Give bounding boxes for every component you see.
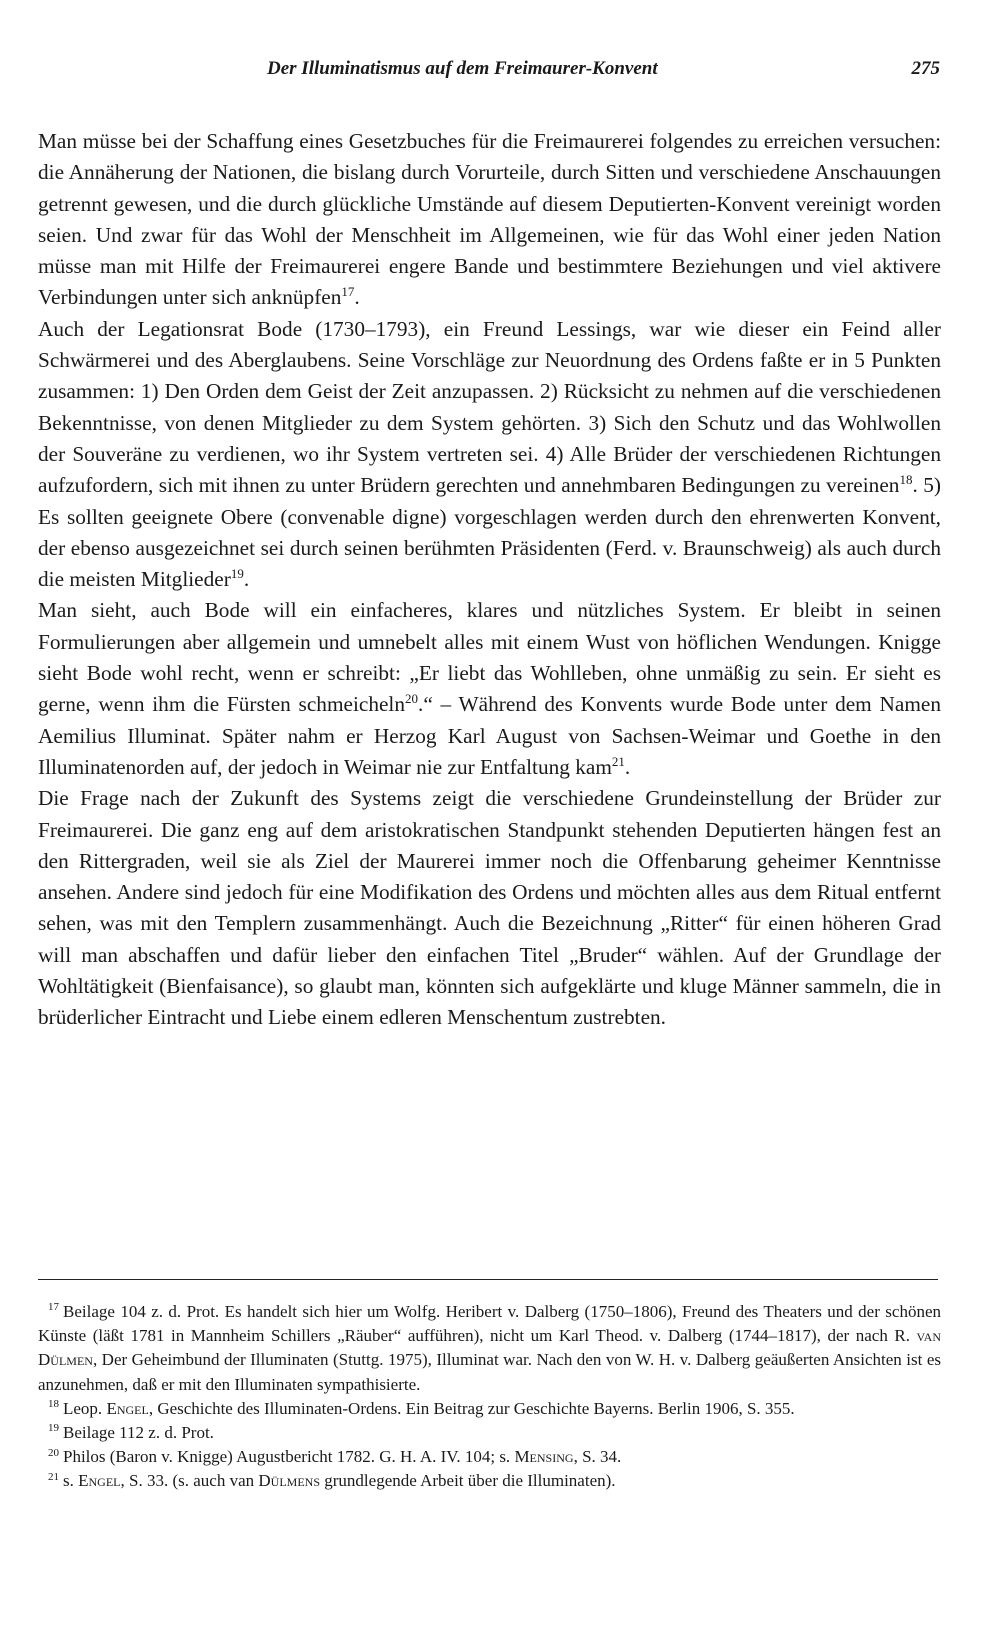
paragraph-text: Man sieht, auch Bode will ein einfacheres, klares und nützliches System. Er bleibt in seinen Formulierungen aber allgemein und umnebelt alles mit einem Wust von höflichen Wendungen. Knigge sieht Bode wohl recht, wenn er schreibt: „Er liebt das Wohlleben, ohne unmäßig zu sein. Er sieht es gerne, wenn ihm die Fürsten schmeicheln <box>38 598 941 717</box>
footnote-20 <box>38 1445 941 1469</box>
footnote-text: Beilage 104 z. d. Prot. Es handelt sich hier um Wolfg. Heribert v. Dalberg (1750–1806), Freund des Theaters und der schönen Künste (läßt 1781 in Mannheim Schillers „Räuber“ aufführen), nicht um Karl Theod. v. Dalberg (1744–1817), der nach R. <box>38 1302 941 1346</box>
paragraph-2 <box>38 314 941 596</box>
footnote-text: Philos (Baron v. Knigge) Augustbericht 1782. G. H. A. IV. 104; s. <box>63 1447 515 1467</box>
footnote-divider <box>38 1279 938 1280</box>
footnote-number: 21 <box>48 1470 59 1483</box>
footnotes <box>38 1300 941 1494</box>
footnote-17 <box>38 1300 941 1397</box>
paragraph-4: Die Frage nach der Zukunft des Systems zeigt die verschiedene Grundeinstellung der Brüder zur Freimaurerei. Die ganz eng auf dem aristokratischen Standpunkt stehenden Deputierten hängen fest an den Rittergraden, weil sie als Ziel der Maurerei immer noch die Offenbarung geheimer Kenntnisse ansehen. Andere sind jedoch für eine Modifikation des Ordens und möchten alles aus dem Ritual entfernt sehen, was mit den Templern zusammenhängt. Auch die Bezeichnung „Ritter“ für einen höheren Grad will man abschaffen und dafür lieber den einfachen Titel „Bruder“ wählen. Auf der Grundlage der Wohltätigkeit (Bienfaisance), so glaubt man, könnten sich aufgeklärte und kluge Männer sammeln, die in brüderlicher Eintracht und Liebe einem edleren Menschentum zustrebten. <box>38 786 941 1030</box>
footnote-text: Beilage 112 z. d. Prot. <box>63 1423 214 1443</box>
author-name: Mensing <box>514 1447 574 1467</box>
paragraph-text: Auch der Legationsrat Bode (1730–1793), ein Freund Lessings, war wie dieser ein Feind aller Schwärmerei und des Aberglaubens. Seine Vorschläge zur Neuordnung des Ordens faßte er in 5 Punkten zusammen: 1) Den Orden dem Geist der Zeit anzupassen. 2) Rücksicht zu nehmen auf die verschiedenen Bekenntnisse, von denen Mitglieder zu dem System gehörten. 3) Sich den Schutz und das Wohlwollen der Souveräne zu verdienen, wo ihr System vertreten sei. 4) Alle Brüder der verschiedenen Richtungen aufzufordern, sich mit ihnen zu unter Brüdern gerechten und annehmbaren Bedingungen zu vereinen <box>38 316 941 498</box>
footnote-ref-19: 19 <box>230 566 244 582</box>
footnote-text: , Der Geheimbund der Illuminaten (Stuttg. 1975), Illuminat war. Nach den von W. H. v. Dalberg geäußerten Ansichten ist es anzunehmen, daß er mit den Illuminaten sympathisierte. <box>38 1350 941 1394</box>
footnote-text: , S. 33. (s. auch van <box>120 1471 259 1491</box>
paragraph-3 <box>38 595 941 783</box>
footnote-text: s. <box>63 1471 79 1491</box>
paragraph-text: . 5) Es sollten geeignete Obere (convenable digne) vorgeschlagen werden durch den ehrenwerten Konvent, der ebenso ausgezeichnet sei durch seinen berühmten Präsidenten (Ferd. v. Braunschweig) als auch durch die meisten Mitglieder <box>38 473 942 592</box>
paragraph-text: . <box>624 754 631 779</box>
paragraph-text: . <box>354 285 360 310</box>
footnote-number: 17 <box>48 1301 59 1314</box>
footnote-number: 18 <box>48 1398 59 1411</box>
footnote-ref-21: 21 <box>611 753 625 769</box>
footnote-ref-17: 17 <box>341 284 355 300</box>
paragraph-text: Man müsse bei der Schaffung eines Gesetzbuches für die Freimaurerei folgendes zu erreichen versuchen: die Annäherung der Nationen, die bislang durch Vorurteile, durch Sitten und verschiedene Anschauungen getrennt gewesen, und die durch glückliche Umstände auf diesem Deputierten-Konvent vereinigt worden seien. Und zwar für das Wohl der Menschheit im Allgemeinen, wie für das Wohl einer jeden Nation müsse man mit Hilfe der Freimaurerei engere Bande und bestimmtere Beziehungen und viel aktivere Verbindungen unter sich anknüpfen <box>38 129 941 310</box>
footnote-text: grundlegende Arbeit über die Illuminaten). <box>320 1471 616 1491</box>
footnote-21 <box>38 1469 941 1493</box>
footnote-number: 20 <box>48 1446 59 1459</box>
footnote-19 <box>38 1421 941 1445</box>
footnote-number: 19 <box>48 1422 59 1435</box>
paragraph-1 <box>38 126 941 314</box>
author-name: Engel <box>78 1471 121 1491</box>
page-header <box>40 58 940 88</box>
footnote-text: , Geschichte des Illuminaten-Ordens. Ein Beitrag zur Geschichte Bayerns. Berlin 1906, S. 355. <box>148 1398 795 1418</box>
footnote-ref-18: 18 <box>899 472 913 488</box>
page-number: 275 <box>911 58 940 79</box>
author-name: Dülmens <box>258 1471 321 1491</box>
main-text <box>38 126 941 1034</box>
author-name: Engel <box>106 1398 149 1418</box>
paragraph-text: .“ – Während des Konvents wurde Bode unter dem Namen Aemilius Illuminat. Später nahm er Herzog Karl August von Sachsen-Weimar und Goethe in den Illuminatenorden auf, der jedoch in Weimar nie zur Entfaltung kam <box>38 692 941 779</box>
footnote-18 <box>38 1397 941 1421</box>
author-name: van Dülmen <box>38 1326 941 1370</box>
running-title: Der Illuminatismus auf dem Freimaurer-Konvent <box>267 58 658 79</box>
footnote-text: Leop. <box>63 1398 107 1418</box>
footnote-ref-20: 20 <box>405 691 418 707</box>
paragraph-text: . <box>243 567 250 592</box>
footnote-text: , S. 34. <box>573 1447 622 1467</box>
